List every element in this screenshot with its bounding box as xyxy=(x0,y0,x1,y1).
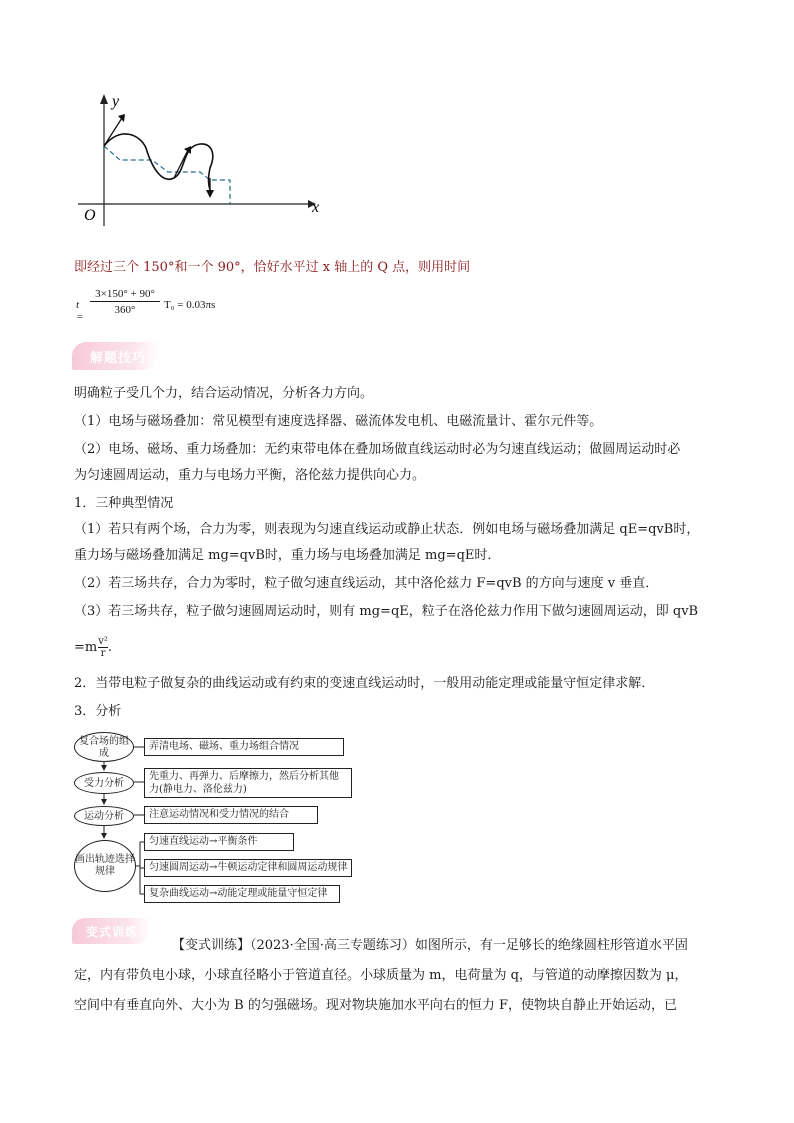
flow-box-uniform-linear: 匀速直线运动→平衡条件 xyxy=(144,833,294,851)
flow-box-force-order xyxy=(144,768,352,798)
origin-label: O xyxy=(84,207,96,224)
flow-node-force-analysis: 受力分析 xyxy=(74,772,134,794)
case-3-continuation: =m $\frac{\text{v²}}{r}$ . xyxy=(74,636,113,659)
case-1-line2: 重力场与磁场叠加满足 mg=qvB时，重力场与电场叠加满足 mg=qE时． xyxy=(74,548,501,563)
heading-three-cases: 1．三种典型情况 xyxy=(74,496,174,511)
para-case-2-line1: （2）电场、磁场、重力场叠加：无约束带电体在叠加场做直线运动时必为匀速直线运动；做圆周运动时必 xyxy=(74,442,681,457)
exercise-line3: 空间中有垂直向外、大小为 B 的匀强磁场。现对物块施加水平向右的恒力 F，使物块自静止开始运动，已 xyxy=(74,998,677,1013)
case-3-fraction xyxy=(98,636,108,659)
case-3: （3）若三场共存，粒子做匀速圆周运动时，则有 mg=qE，粒子在洛伦兹力作用下做匀速圆周运动，即 qvB xyxy=(74,604,699,619)
y-axis-label: y xyxy=(112,93,120,110)
flow-box-composition: 弄清电场、磁场、重力场组合情况 xyxy=(144,738,344,756)
y-axis-arrow xyxy=(100,94,108,104)
badge-solving-tips xyxy=(72,342,158,370)
formula-fraction xyxy=(90,288,160,316)
flow-node-motion-analysis: 运动分析 xyxy=(74,806,134,826)
trajectory-curve xyxy=(104,134,213,190)
heading-complex-motion: 2．当带电粒子做复杂的曲线运动或有约束的变速直线运动时，一般用动能定理或能量守恒定律求解． xyxy=(74,676,655,691)
flow-node-composition: 复合场的组成 xyxy=(74,732,134,762)
formula-lhs: t = xyxy=(76,299,84,323)
badge-variant-training xyxy=(72,918,150,944)
flow-box-complex-curve: 复杂曲线运动→动能定理或能量守恒定律 xyxy=(144,885,340,903)
formula-numerator: 3×150° + 90° xyxy=(90,288,160,302)
para-intro: 明确粒子受几个力，结合运动情况，分析各力方向。 xyxy=(74,386,374,401)
exercise-line2: 定，内有带负电小球，小球直径略小于管道直径。小球质量为 m，电荷量为 q，与管道的动摩擦因数为 μ， xyxy=(74,968,688,983)
velocity-arrow-1 xyxy=(104,118,122,146)
para-case-2-line2: 为匀速圆周运动，重力与电场力平衡，洛伦兹力提供向心力。 xyxy=(74,468,426,483)
velocity-arrowhead-1 xyxy=(118,114,125,122)
velocity-arrow-2 xyxy=(174,150,188,178)
formula-rhs: T₀ = 0.03πs xyxy=(164,299,216,311)
analysis-flowchart xyxy=(72,730,352,910)
flow-box-force-order-line1: 先重力、再弹力、后摩擦力，然后分析其他 xyxy=(149,771,339,782)
line-time-intro: 即经过三个 150°和一个 90°，恰好水平过 x 轴上的 Q 点，则用时间 xyxy=(74,260,471,275)
heading-analysis: 3．分析 xyxy=(74,704,122,719)
case-2: （2）若三场共存，合力为零时，粒子做匀速直线运动，其中洛伦兹力 F=qvB 的方向与速度 v 垂直． xyxy=(74,576,659,591)
case-3-frac-num: v² xyxy=(98,636,108,647)
flow-box-force-order-line2: 力(静电力、洛伦兹力) xyxy=(149,784,247,795)
x-axis-label: x xyxy=(312,199,320,216)
flow-node-trajectory-rules: 画出轨迹选择规律 xyxy=(74,840,136,892)
formula-denominator: 360° xyxy=(114,304,136,316)
case-3-frac-den: r xyxy=(100,648,106,659)
trajectory-figure xyxy=(70,86,340,226)
case-3-eq-prefix: =m xyxy=(74,640,98,655)
case-1-line1: （1）若只有两个场，合力为零，则表现为匀速直线运动或静止状态．例如电场与磁场叠加满足 qE=qvB时， xyxy=(74,522,700,537)
velocity-arrowhead-3 xyxy=(206,190,214,198)
flow-box-motion-force: 注意运动情况和受力情况的结合 xyxy=(144,806,318,824)
badge-solving-tips-label: 解题技巧 xyxy=(90,351,147,366)
flow-box-uniform-circular: 匀速圆周运动→牛顿运动定律和圆周运动规律 xyxy=(144,859,352,877)
badge-variant-training-label: 变式训练 xyxy=(86,925,139,939)
exercise-line1: 【变式训练】（2023·全国·高三专题练习）如图所示，有一足够长的绝缘圆柱形管道水平固 xyxy=(172,938,688,953)
para-case-1: （1）电场与磁场叠加：常见模型有速度选择器、磁流体发电机、电磁流量计、霍尔元件等。 xyxy=(74,414,603,429)
